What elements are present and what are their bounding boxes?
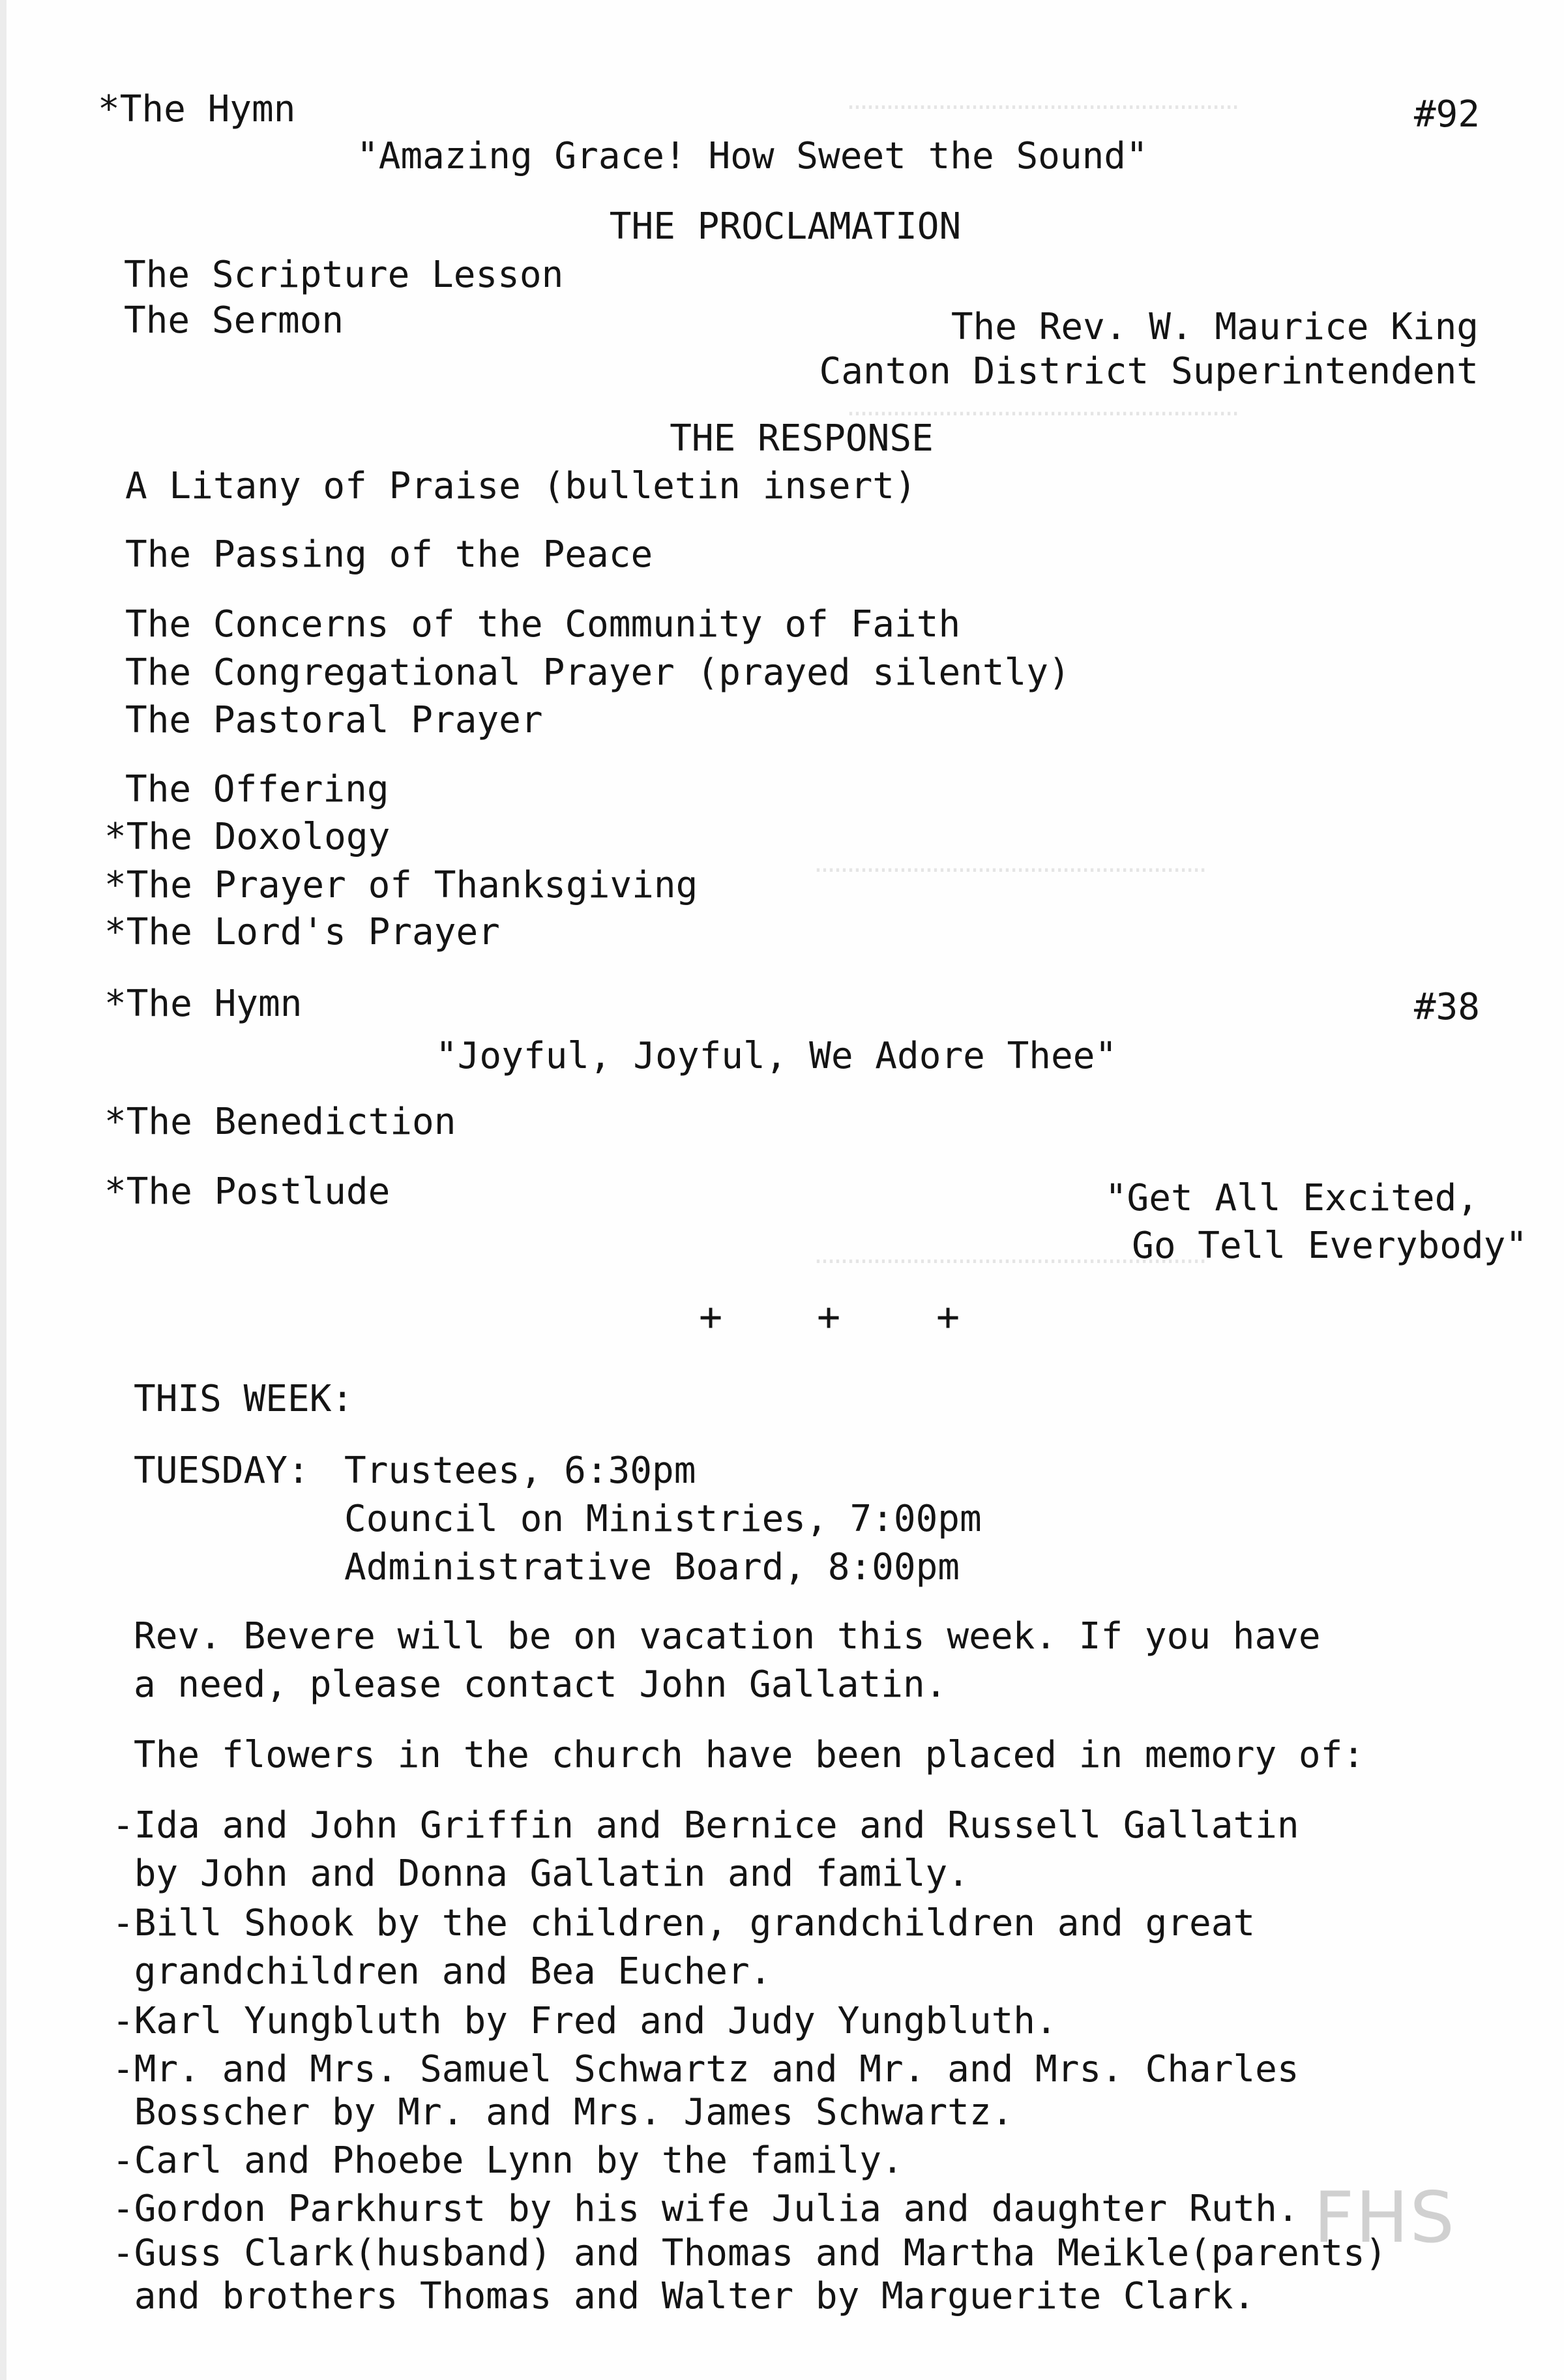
proclamation-heading: THE PROCLAMATION: [609, 205, 962, 248]
fhs-watermark-logo: FHS: [1314, 2177, 1456, 2259]
postlude-title-line-1: "Get All Excited,: [1104, 1177, 1479, 1219]
bleed-through-text: ……………………………………………………: [848, 389, 1239, 426]
scripture-lesson: The Scripture Lesson: [124, 254, 564, 296]
doxology: *The Doxology: [104, 816, 391, 858]
lords-prayer: *The Lord's Prayer: [104, 911, 500, 953]
flowers-intro: The flowers in the church have been placed in memory of:: [134, 1734, 1365, 1776]
passing-of-peace: The Passing of the Peace: [125, 533, 653, 576]
hymn-1-number: #92: [1413, 93, 1480, 136]
separator-plus: +: [699, 1294, 723, 1340]
memorial-line: and brothers Thomas and Walter by Marguerite Clark.: [112, 2275, 1256, 2317]
hymn-1-title: "Amazing Grace! How Sweet the Sound": [357, 135, 1148, 177]
memorial-line: by John and Donna Gallatin and family.: [112, 1852, 969, 1895]
hymn-1-label: *The Hymn: [98, 88, 296, 130]
event-item: Council on Ministries, 7:00pm: [344, 1498, 982, 1540]
memorial-line: Bosscher by Mr. and Mrs. James Schwartz.: [112, 2091, 1014, 2134]
bleed-through-text: ……………………………………………………: [815, 1236, 1207, 1273]
offering: The Offering: [125, 768, 389, 811]
memorial-line: -Karl Yungbluth by Fred and Judy Yungbluth.: [112, 2000, 1057, 2042]
memorial-line: -Guss Clark(husband) and Thomas and Martha Meikle(parents): [112, 2232, 1387, 2274]
bleed-through-text: ……………………………………………………: [848, 82, 1239, 119]
concerns-of-community: The Concerns of the Community of Faith: [125, 603, 961, 646]
separator-plus: +: [817, 1294, 841, 1340]
hymn-2-title: "Joyful, Joyful, We Adore Thee": [435, 1035, 1117, 1077]
postlude-label: *The Postlude: [104, 1170, 391, 1213]
memorial-line: grandchildren and Bea Eucher.: [112, 1950, 772, 1993]
memorial-line: -Gordon Parkhurst by his wife Julia and daughter Ruth.: [112, 2188, 1299, 2230]
postlude-title-line-2: Go Tell Everybody": [1132, 1225, 1527, 1267]
hymn-2-label: *The Hymn: [104, 983, 302, 1025]
memorial-line: -Ida and John Griffin and Bernice and Russell Gallatin: [112, 1804, 1299, 1847]
response-heading: THE RESPONSE: [670, 417, 934, 460]
vacation-notice-line-2: a need, please contact John Gallatin.: [134, 1663, 947, 1706]
memorial-line: -Mr. and Mrs. Samuel Schwartz and Mr. and Mrs. Charles: [112, 2048, 1299, 2090]
pastoral-prayer: The Pastoral Prayer: [125, 699, 543, 741]
event-item: Trustees, 6:30pm: [344, 1450, 696, 1492]
memorial-line: -Carl and Phoebe Lynn by the family.: [112, 2139, 904, 2182]
this-week-heading: THIS WEEK:: [134, 1378, 354, 1420]
page-edge-shadow: [0, 0, 7, 2380]
vacation-notice-line-1: Rev. Bevere will be on vacation this week. If you have: [134, 1615, 1321, 1658]
litany-of-praise: A Litany of Praise (bulletin insert): [125, 465, 917, 507]
benediction: *The Benediction: [104, 1101, 456, 1143]
preacher-name: The Rev. W. Maurice King: [951, 306, 1479, 348]
sermon: The Sermon: [124, 299, 344, 342]
preacher-title: Canton District Superintendent: [819, 350, 1479, 393]
tuesday-label: TUESDAY:: [134, 1450, 310, 1492]
event-item: Administrative Board, 8:00pm: [344, 1546, 960, 1588]
bleed-through-text: ……………………………………………………: [815, 845, 1207, 882]
prayer-of-thanksgiving: *The Prayer of Thanksgiving: [104, 864, 698, 906]
separator-plus: +: [936, 1294, 960, 1340]
hymn-2-number: #38: [1413, 986, 1480, 1028]
congregational-prayer: The Congregational Prayer (prayed silently): [125, 651, 1070, 694]
memorial-line: -Bill Shook by the children, grandchildren and great: [112, 1902, 1256, 1944]
